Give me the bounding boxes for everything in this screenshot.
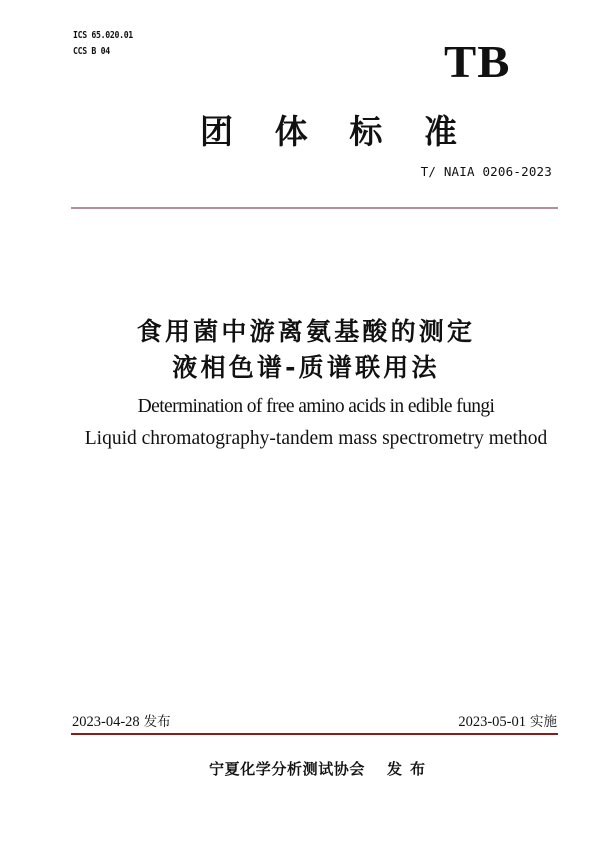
implementation-label: 实施	[530, 714, 557, 730]
standard-type-heading	[200, 110, 460, 154]
standard-number: T/ NAIA 0206-2023	[420, 164, 552, 179]
title-chinese-line-2: 液相色谱-质谱联用法	[172, 353, 440, 382]
issue-date-block	[72, 712, 171, 732]
top-divider	[71, 207, 558, 209]
standard-type-char: 团	[200, 112, 233, 151]
bottom-divider	[71, 733, 558, 735]
tb-logo: TB	[444, 36, 511, 87]
implementation-date-block	[458, 712, 557, 732]
standard-type-char: 体	[274, 112, 308, 151]
publish-action: 发布	[387, 760, 434, 778]
title-english-line-1: Determination of free amino acids in edible fungi	[137, 396, 495, 417]
standard-type-char: 准	[423, 112, 457, 151]
ics-code: ICS 65.020.01	[73, 30, 133, 41]
title-chinese-line-1: 食用菌中游离氨基酸的测定	[136, 317, 476, 346]
issue-date: 2023-04-28	[72, 714, 140, 730]
issue-label: 发布	[143, 714, 171, 730]
ccs-code: CCS B 04	[73, 46, 110, 57]
publisher-name: 宁夏化学分析测试协会	[209, 760, 366, 778]
implementation-date: 2023-05-01	[458, 714, 526, 730]
publisher-line	[209, 759, 433, 779]
title-english-line-2: Liquid chromatography-tandem mass spectrometry method	[84, 428, 548, 449]
standard-type-char: 标	[349, 112, 383, 151]
